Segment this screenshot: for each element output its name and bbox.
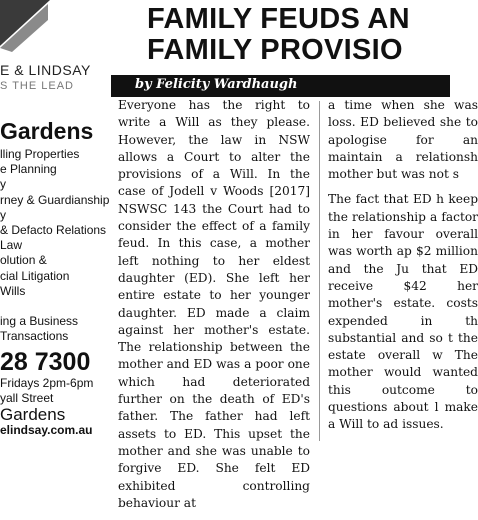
service-item: Transactions: [0, 329, 69, 344]
headline-line-1: FAMILY FEUDS AN: [147, 3, 410, 35]
service-item: & Defacto Relations: [0, 222, 107, 237]
service-item: y: [0, 177, 6, 192]
article-paragraph: The fact that ED h keep the relationship a factor in her favour overall was worth ap $2 million and the Ju that ED receive $42 her mother's estate. costs expended in th substantial and so t the estate overall w The mother would wanted this outcome to questions about l make a Will to ad issues.: [328, 192, 478, 432]
service-item: olution &: [0, 253, 47, 268]
advertisement: [0, 0, 108, 450]
service-item: [0, 299, 109, 314]
service-item: rney & Guardianship: [0, 192, 110, 207]
article-column-1: [118, 97, 310, 520]
service-item: Wills: [0, 283, 26, 298]
service-item: e Planning: [0, 162, 57, 177]
services-list: [0, 147, 109, 344]
column-divider: [319, 101, 320, 441]
service-item: Law: [0, 238, 23, 253]
headline: [147, 4, 410, 66]
firm-name: E & LINDSAY: [0, 62, 91, 78]
firm-tagline: S THE LEAD: [0, 80, 74, 92]
office-hours: Fridays 2pm-6pm: [0, 376, 94, 390]
office-location: Gardens: [0, 118, 94, 144]
service-item: cial Litigation: [0, 268, 70, 283]
phone-number[interactable]: 28 7300: [0, 348, 91, 376]
service-item: lling Properties: [0, 147, 80, 161]
service-item: y: [0, 207, 6, 222]
website-link[interactable]: elindsay.com.au: [0, 423, 93, 437]
suburb: Gardens: [0, 405, 66, 424]
article-paragraph: a time when she was loss. ED believed she to apologise for an maintain a relationsh mother but was not s: [328, 98, 478, 182]
service-item: ing a Business: [0, 314, 79, 329]
article-column-2: [328, 97, 478, 442]
article: [111, 0, 478, 510]
headline-line-2: FAMILY PROVISIO: [147, 34, 403, 66]
byline: by Felicity Wardhaugh: [135, 77, 298, 92]
logo-mark-icon: [0, 0, 50, 60]
article-paragraph: Everyone has the right to write a Will as they please. However, the law in NSW allows a Court to alter the provisions of a Will. In the case of Jodell v Woods [2017] NSWSC 143 the Court had to consider the effect of a family feud. In this case, a mother left nothing to her eldest daughter (ED). She left her entire estate to her younger daughter. ED made a claim against her mother's estate. The relationship between the mother and ED was a poor one which had deteriorated further on the death of ED's father. The father had left assets to ED. This upset the mother and she was unable to forgive ED. She felt ED exhibited controlling behaviour at: [118, 98, 310, 510]
street-address: yall Street: [0, 391, 54, 405]
